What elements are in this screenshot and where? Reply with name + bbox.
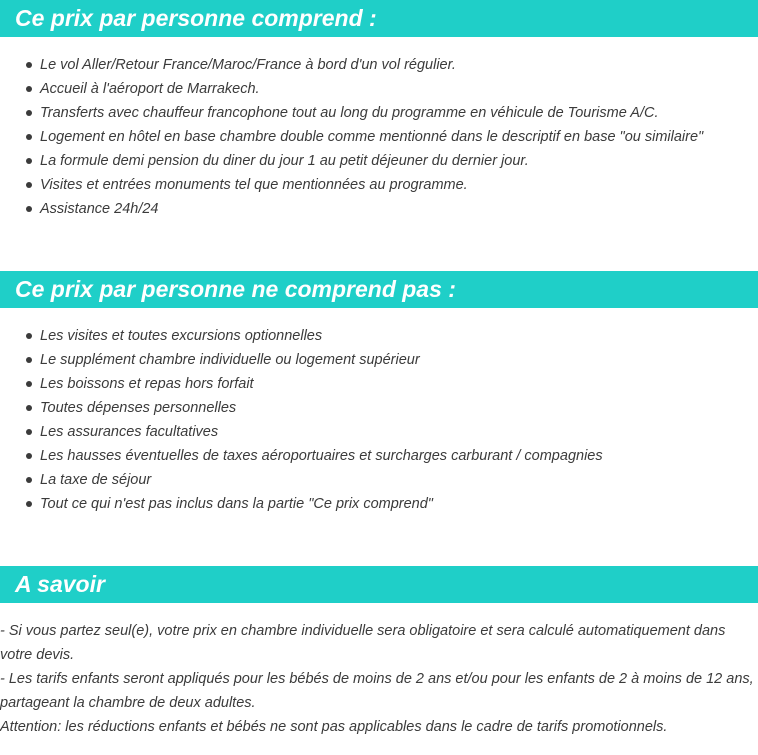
list-item-text: Toutes dépenses personnelles xyxy=(40,400,237,416)
bullet-icon xyxy=(26,477,32,483)
comprend-list xyxy=(0,53,758,221)
list-item-text: Les boissons et repas hors forfait xyxy=(40,376,254,392)
ne-comprend-pas-header: Ce prix par personne ne comprend pas : xyxy=(0,271,758,308)
bullet-icon xyxy=(26,86,32,92)
bullet-icon xyxy=(26,405,32,411)
a-savoir-paragraph: - Les tarifs enfants seront appliqués pour les bébés de moins de 2 ans et/ou pour les enfants de 2 à moins de 12 ans, partageant la chambre de deux adultes. xyxy=(0,671,754,711)
list-item xyxy=(0,348,758,372)
bullet-icon xyxy=(26,381,32,387)
list-item-text: Logement en hôtel en base chambre double comme mentionné dans le descriptif en base "ou similaire" xyxy=(40,129,704,145)
list-item xyxy=(0,492,758,516)
bullet-icon xyxy=(26,501,32,507)
list-item xyxy=(0,396,758,420)
list-item xyxy=(0,444,758,468)
list-item-text: Accueil à l'aéroport de Marrakech. xyxy=(40,81,260,97)
list-item xyxy=(0,324,758,348)
list-item-text: La formule demi pension du diner du jour 1 au petit déjeuner du dernier jour. xyxy=(40,153,529,169)
list-item xyxy=(0,468,758,492)
list-item xyxy=(0,125,758,149)
bullet-icon xyxy=(26,357,32,363)
list-item-text: Les assurances facultatives xyxy=(40,424,219,440)
list-item xyxy=(0,372,758,396)
comprend-header: Ce prix par personne comprend : xyxy=(0,0,758,37)
bullet-icon xyxy=(26,206,32,212)
list-item-text: Assistance 24h/24 xyxy=(40,201,159,217)
list-item-text: Les hausses éventuelles de taxes aéroportuaires et surcharges carburant / compagnies xyxy=(40,448,603,464)
list-item-text: Le supplément chambre individuelle ou logement supérieur xyxy=(40,352,420,368)
list-item-text: Le vol Aller/Retour France/Maroc/France à bord d'un vol régulier. xyxy=(40,57,456,73)
list-item-text: Les visites et toutes excursions optionnelles xyxy=(40,328,323,344)
bullet-icon xyxy=(26,134,32,140)
list-item xyxy=(0,420,758,444)
a-savoir-header: A savoir xyxy=(0,566,758,603)
bullet-icon xyxy=(26,158,32,164)
bullet-icon xyxy=(26,453,32,459)
list-item-text: Transferts avec chauffeur francophone tout au long du programme en véhicule de Tourisme A/C. xyxy=(40,105,659,121)
bullet-icon xyxy=(26,62,32,68)
a-savoir-body xyxy=(0,619,756,739)
list-item xyxy=(0,197,758,221)
a-savoir-paragraph: Attention: les réductions enfants et bébés ne sont pas applicables dans le cadre de tarifs promotionnels. xyxy=(0,719,668,735)
list-item xyxy=(0,77,758,101)
list-item xyxy=(0,53,758,77)
bullet-icon xyxy=(26,182,32,188)
list-item-text: La taxe de séjour xyxy=(40,472,152,488)
bullet-icon xyxy=(26,429,32,435)
bullet-icon xyxy=(26,110,32,116)
ne-comprend-pas-list xyxy=(0,324,758,516)
list-item-text: Tout ce qui n'est pas inclus dans la partie "Ce prix comprend" xyxy=(40,496,433,512)
list-item xyxy=(0,101,758,125)
a-savoir-paragraph: - Si vous partez seul(e), votre prix en chambre individuelle sera obligatoire et sera calculé automatiquement dans votre devis. xyxy=(0,623,726,663)
list-item xyxy=(0,149,758,173)
bullet-icon xyxy=(26,333,32,339)
list-item xyxy=(0,173,758,197)
list-item-text: Visites et entrées monuments tel que mentionnées au programme. xyxy=(40,177,468,193)
